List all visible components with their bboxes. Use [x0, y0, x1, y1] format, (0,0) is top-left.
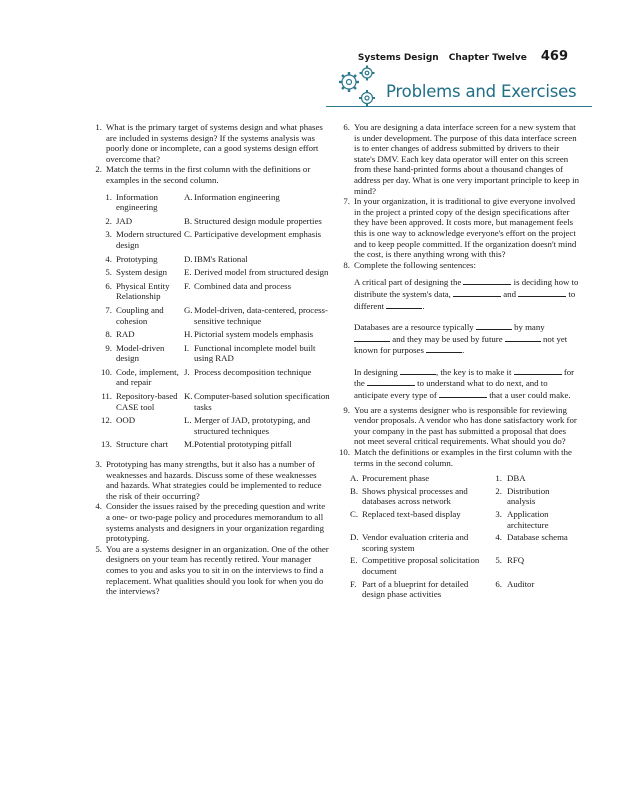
question-10: 10. Match the definitions or examples in the first column with the terms in the second column.	[339, 447, 572, 468]
question-3: 3. Prototyping has many strengths, but it also has a number of weaknesses and hazards. Discuss some of these weaknesses and hazards. What strategies could be implemented to reduce the risk of their occurring?	[95, 459, 322, 501]
question-4: 4. Consider the issues raised by the preceding question and write a one- or two-page policy and procedures memorandum to all systems analysts and designers in your organization regarding prototyping.	[95, 501, 326, 544]
table-row: 10. Code, implement, and repair J. Process decomposition technique	[101, 366, 312, 388]
question-5: 5. You are a systems designer in an organization. One of the other designers on your team has recently retired. Your manager comes to you and asks you to sit in on the interviews to find a replacement. What qualities should you look for when you do the interviews?	[95, 543, 329, 597]
answer-blank[interactable]	[426, 344, 462, 353]
fill-in-sentence-2: Databases are a resource typically by many and they may be used by future not yet known for purposes .	[354, 322, 568, 356]
answer-blank[interactable]	[439, 389, 487, 398]
question-text: You are a systems designer in an organization. One of the other designers on your team has recently retired. Your manager comes to you and asks you to sit in on the interviews to find a replacement. What qualities should you look for when you do the interviews?	[106, 543, 329, 597]
table-row: A. Procurement phase 1. DBA	[350, 473, 526, 484]
question-text: Match the definitions or examples in the first column with the terms in the second column.	[354, 447, 572, 468]
page-number: 469	[540, 49, 568, 64]
header-part: Systems Design	[357, 53, 439, 63]
question-1: 1. What is the primary target of systems design and what phases are included in systems design? If the systems analysis was poorly done or incomplete, can a good systems design effort overcome that?	[95, 122, 323, 164]
table-row: 8. RAD H. Pictorial system models emphasis	[105, 329, 314, 340]
table-row: 2. JAD B. Structured design module properties	[105, 215, 322, 226]
answer-blank[interactable]	[514, 366, 562, 375]
question-text: Prototyping has many strengths, but it also has a number of weaknesses and hazards. Discuss some of these weaknesses and hazards. What strategies could be implemented to reduce the risk of their occurring?	[106, 459, 322, 501]
right-column	[336, 122, 579, 602]
table-row: 13. Structure chart M. Potential prototyping pitfall	[101, 439, 292, 450]
table-row: 11. Repository-based CASE tool K. Computer-based solution specification tasks	[101, 391, 330, 412]
table-row: 4. Prototyping D. IBM's Rational	[105, 253, 248, 264]
answer-blank[interactable]	[463, 276, 511, 285]
table-row: 1. Information engineering A. Information engineering	[105, 191, 280, 213]
table-row: F. Part of a blueprint for detailed design phase activities 6. Auditor	[350, 578, 535, 600]
matching-table-q10	[350, 473, 573, 602]
matching-table-q2	[98, 192, 331, 453]
gears-icon	[333, 64, 385, 108]
banner-rule	[326, 106, 592, 107]
answer-blank[interactable]	[400, 366, 436, 375]
table-row: 9. Model-driven design I. Functional incomplete model built using RAD	[105, 342, 316, 364]
table-row: E. Competitive proposal solicitation document 5. RFQ	[350, 555, 525, 576]
question-2: 2. Match the terms in the first column with the definitions or examples in the second column.	[95, 164, 311, 185]
table-row: D. Vendor evaluation criteria and scoring system 4. Database schema	[350, 532, 568, 553]
table-row: 12. OOD L. Merger of JAD, prototyping, and structured techniques	[101, 415, 311, 436]
running-header	[330, 49, 568, 65]
left-column	[88, 122, 331, 597]
header-chapter: Chapter Twelve	[448, 53, 527, 63]
question-text: Consider the issues raised by the preceding question and write a one- or two-page policy and procedures memorandum to all systems analysts and designers in your organization regarding prototyping.	[106, 501, 326, 544]
answer-blank[interactable]	[518, 288, 566, 297]
question-8: 8. Complete the following sentences:	[343, 259, 476, 270]
question-text: In your organization, it is traditional to give everyone involved in the project a printed copy of the design specifications after they have been approved. It costs more, but management feels this is one way to acknowledge everyone's effort on the project and to keep people committed. If the organization doesn't mind the cost, is there anything wrong with this?	[354, 196, 577, 260]
answer-blank[interactable]	[476, 321, 512, 330]
answer-blank[interactable]	[453, 288, 501, 297]
answer-blank[interactable]	[386, 300, 422, 309]
question-text: What is the primary target of systems design and what phases are included in systems design? If the systems analysis was poorly done or incomplete, can a good systems design effort overcome that?	[106, 122, 323, 164]
fill-in-sentence-1: A critical part of designing the is deciding how to distribute the system's data, and to different .	[354, 277, 579, 311]
question-9: 9. You are a systems designer who is responsible for reviewing vendor proposals. A vendor who has done satisfactory work for your company in the past has submitted a proposal that does not meet several critical requirements. What should you do?	[343, 404, 577, 447]
question-text: You are designing a data interface screen for a new system that is under development. The purpose of this data interface screen is to enter changes of address submitted by drivers to their state's DMV. Each key data operator will enter on this screen from these hand-printed forms about a thousand changes of address per day. What is one very important principle to keep in mind?	[354, 122, 579, 196]
question-text: You are a systems designer who is responsible for reviewing vendor proposals. A vendor who has done satisfactory work for your company in the past has submitted a proposal that does not meet several critical requirements. What should you do?	[354, 404, 577, 447]
table-row: 3. Modern structured design C. Participative development emphasis	[105, 229, 322, 250]
table-row: 5. System design E. Derived model from structured design	[105, 267, 329, 278]
table-row: C. Replaced text-based display 3. Application architecture	[350, 509, 549, 530]
table-row: 7. Coupling and cohesion G. Model-driven, data-centered, process-sensitive technique	[105, 304, 328, 326]
fill-in-sentence-3: In designing , the key is to make it for the to understand what to do next, and to anticipate every type of that a user could make.	[354, 366, 575, 401]
question-6: 6. You are designing a data interface screen for a new system that is under development. The purpose of this data interface screen is to enter changes of address submitted by drivers to their state's DMV. Each key data operator will enter on this screen from these hand-printed forms about a thousand changes of address per day. What is one very important principle to keep in mind?	[343, 122, 579, 196]
table-row: B. Shows physical processes and databases across network 2. Distribution analysis	[350, 485, 550, 507]
question-text: Match the terms in the first column with the definitions or examples in the second column.	[106, 164, 311, 185]
table-row: 6. Physical Entity Relationship F. Combined data and process	[105, 280, 292, 302]
question-text: Complete the following sentences:	[354, 259, 476, 270]
question-7: 7. In your organization, it is traditional to give everyone involved in the project a printed copy of the design specifications after they have been approved. It costs more, but management feels this is one way to acknowledge everyone's effort on the project and to keep people committed. If the organization doesn't mind the cost, is there anything wrong with this?	[343, 196, 577, 260]
answer-blank[interactable]	[367, 377, 415, 386]
answer-blank[interactable]	[505, 333, 541, 342]
section-title: Problems and Exercises	[386, 82, 577, 101]
answer-blank[interactable]	[354, 333, 390, 342]
